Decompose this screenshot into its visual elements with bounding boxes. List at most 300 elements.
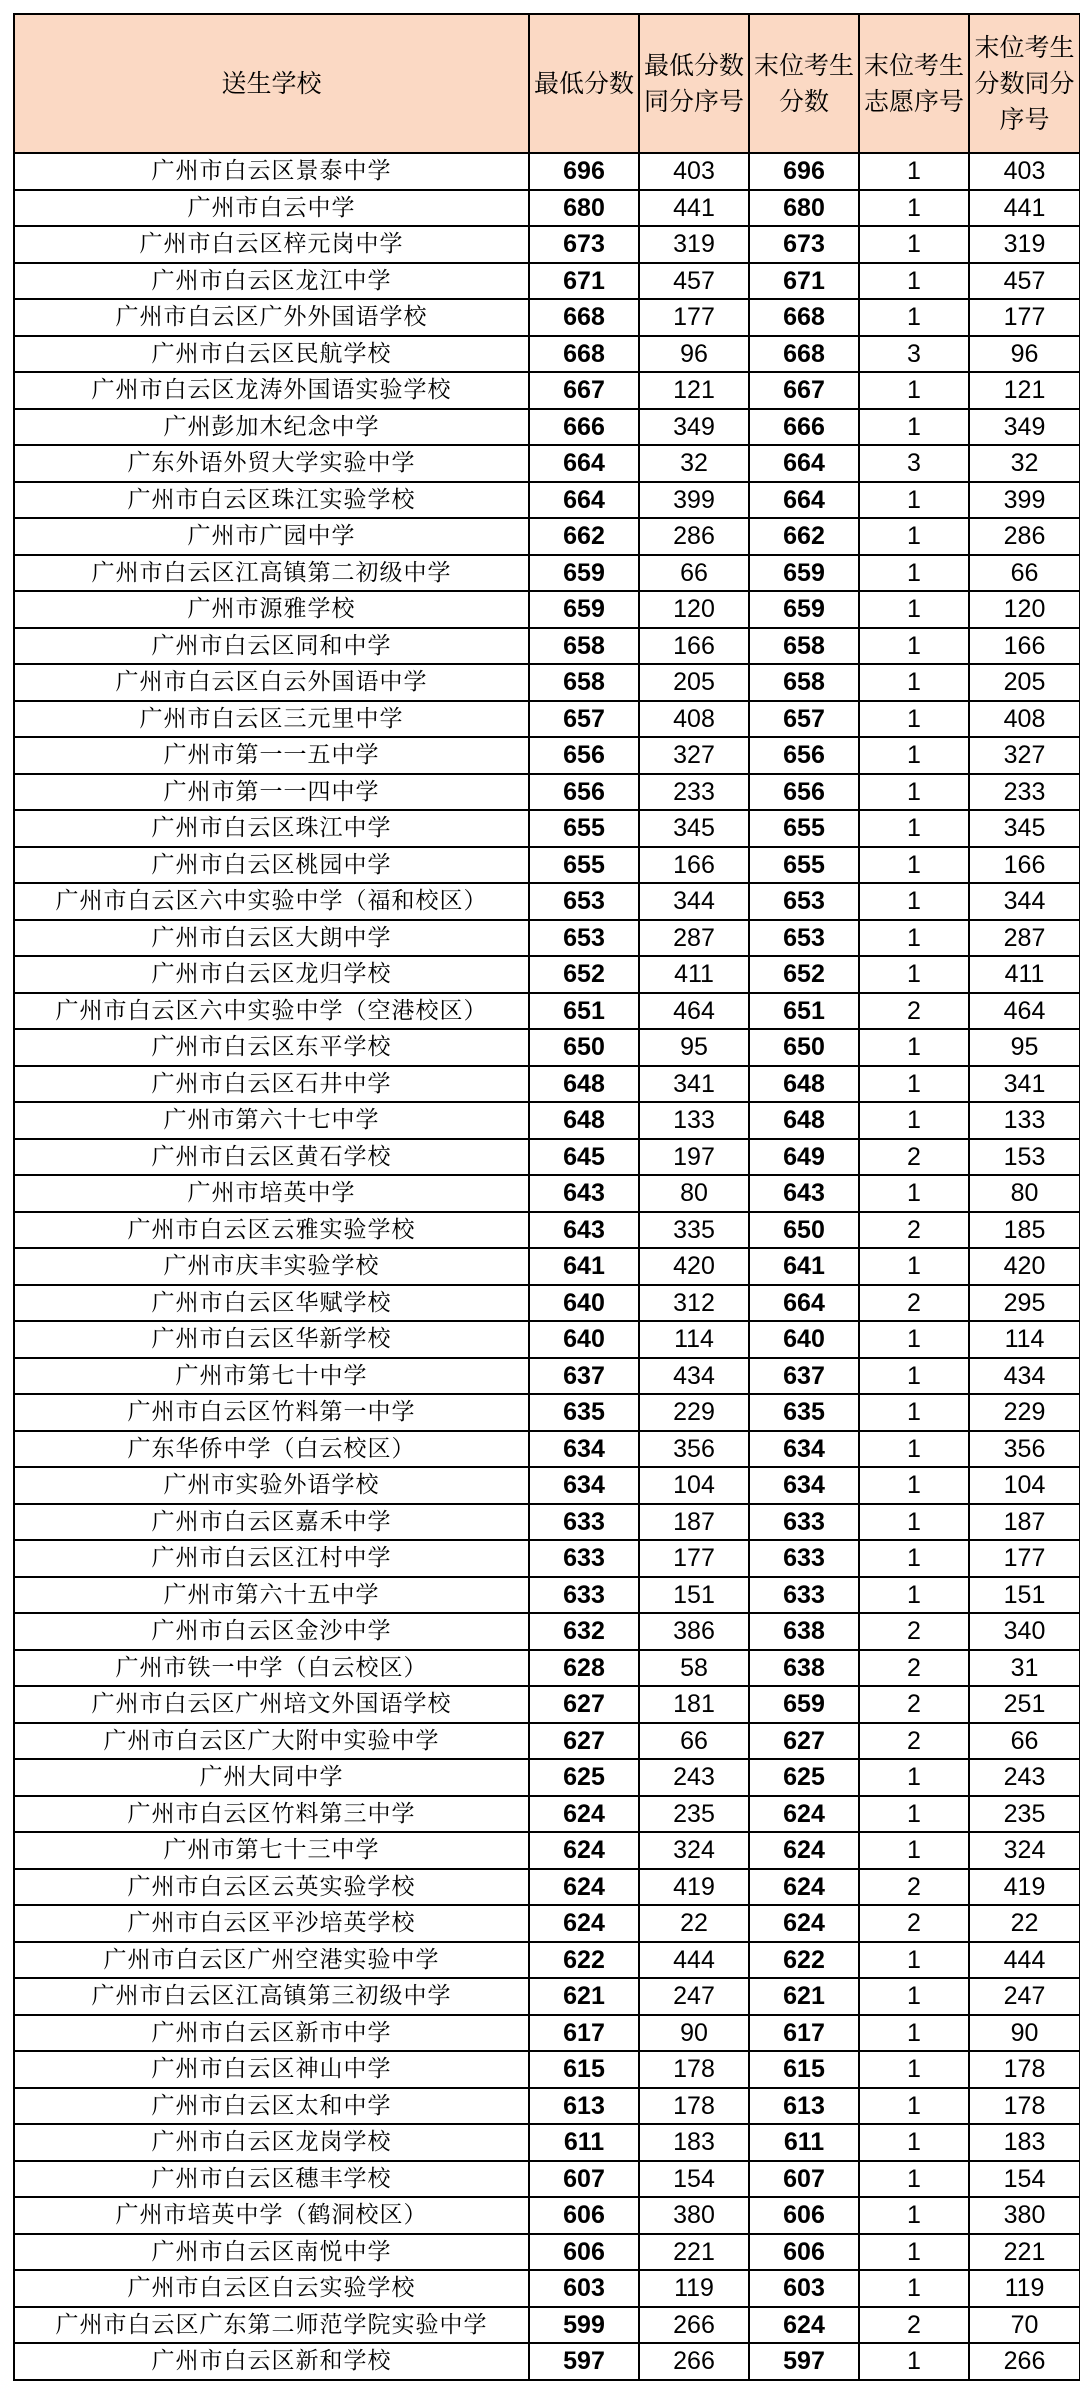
cell-school: 广州市白云区梓元岗中学 — [14, 226, 529, 263]
cell-last-choice: 1 — [859, 2051, 969, 2088]
cell-last-score: 650 — [749, 1029, 859, 1066]
cell-last-rank: 32 — [969, 445, 1080, 482]
cell-min-score: 633 — [529, 1577, 639, 1614]
cell-min-score: 603 — [529, 2270, 639, 2307]
cell-last-choice: 1 — [859, 1540, 969, 1577]
cell-min-score: 641 — [529, 1248, 639, 1285]
cell-last-rank: 178 — [969, 2051, 1080, 2088]
cell-min-rank: 114 — [639, 1321, 749, 1358]
cell-school: 广州市白云区新市中学 — [14, 2015, 529, 2052]
cell-last-score: 664 — [749, 1285, 859, 1322]
cell-last-choice: 1 — [859, 774, 969, 811]
cell-last-choice: 1 — [859, 1431, 969, 1468]
table-row — [14, 1869, 1080, 1906]
table-row — [14, 1467, 1080, 1504]
cell-min-score: 657 — [529, 701, 639, 738]
cell-school: 广州市白云区新和学校 — [14, 2343, 529, 2380]
cell-last-rank: 243 — [969, 1759, 1080, 1796]
cell-min-rank: 121 — [639, 372, 749, 409]
cell-last-choice: 1 — [859, 263, 969, 300]
table-row — [14, 1358, 1080, 1395]
cell-last-choice: 2 — [859, 1686, 969, 1723]
cell-min-rank: 335 — [639, 1212, 749, 1249]
table-row — [14, 1686, 1080, 1723]
cell-last-rank: 441 — [969, 190, 1080, 227]
cell-last-rank: 104 — [969, 1467, 1080, 1504]
cell-min-score: 637 — [529, 1358, 639, 1395]
cell-min-rank: 166 — [639, 847, 749, 884]
cell-last-rank: 251 — [969, 1686, 1080, 1723]
cell-school: 广州市培英中学 — [14, 1175, 529, 1212]
cell-last-choice: 1 — [859, 1394, 969, 1431]
cell-min-rank: 187 — [639, 1504, 749, 1541]
cell-min-score: 624 — [529, 1796, 639, 1833]
cell-school: 广州市白云区广东第二师范学院实验中学 — [14, 2307, 529, 2344]
cell-min-rank: 177 — [639, 1540, 749, 1577]
cell-last-rank: 70 — [969, 2307, 1080, 2344]
cell-last-score: 634 — [749, 1431, 859, 1468]
cell-last-choice: 1 — [859, 701, 969, 738]
cell-last-choice: 1 — [859, 1321, 969, 1358]
cell-last-score: 633 — [749, 1540, 859, 1577]
table-row — [14, 2015, 1080, 2052]
cell-last-rank: 114 — [969, 1321, 1080, 1358]
cell-last-choice: 1 — [859, 1467, 969, 1504]
cell-last-choice: 1 — [859, 299, 969, 336]
cell-last-choice: 2 — [859, 1905, 969, 1942]
cell-last-score: 664 — [749, 445, 859, 482]
cell-last-rank: 119 — [969, 2270, 1080, 2307]
cell-last-rank: 178 — [969, 2088, 1080, 2125]
cell-last-score: 658 — [749, 628, 859, 665]
cell-min-rank: 420 — [639, 1248, 749, 1285]
table-row — [14, 372, 1080, 409]
cell-min-rank: 434 — [639, 1358, 749, 1395]
cell-last-choice: 3 — [859, 336, 969, 373]
cell-school: 广州市白云区云雅实验学校 — [14, 1212, 529, 1249]
table-row — [14, 2051, 1080, 2088]
cell-last-rank: 66 — [969, 1723, 1080, 1760]
table-row — [14, 299, 1080, 336]
table-row — [14, 263, 1080, 300]
cell-last-rank: 90 — [969, 2015, 1080, 2052]
cell-school: 广州市白云区广州培文外国语学校 — [14, 1686, 529, 1723]
cell-last-score: 607 — [749, 2161, 859, 2198]
cell-min-score: 640 — [529, 1285, 639, 1322]
cell-last-rank: 419 — [969, 1869, 1080, 1906]
cell-min-rank: 287 — [639, 920, 749, 957]
table-row — [14, 1066, 1080, 1103]
cell-min-score: 680 — [529, 190, 639, 227]
cell-school: 广州市第一一五中学 — [14, 737, 529, 774]
cell-last-choice: 2 — [859, 1285, 969, 1322]
table-row — [14, 1832, 1080, 1869]
cell-last-choice: 2 — [859, 1613, 969, 1650]
cell-last-rank: 80 — [969, 1175, 1080, 1212]
cell-last-score: 634 — [749, 1467, 859, 1504]
cell-last-rank: 287 — [969, 920, 1080, 957]
cell-last-choice: 1 — [859, 2343, 969, 2380]
cell-school: 广州市白云区嘉禾中学 — [14, 1504, 529, 1541]
table-row — [14, 1504, 1080, 1541]
cell-school: 广州市白云区黄石学校 — [14, 1139, 529, 1176]
cell-min-score: 658 — [529, 628, 639, 665]
cell-min-rank: 243 — [639, 1759, 749, 1796]
cell-last-rank: 233 — [969, 774, 1080, 811]
cell-last-choice: 1 — [859, 409, 969, 446]
cell-min-score: 651 — [529, 993, 639, 1030]
cell-last-choice: 1 — [859, 2197, 969, 2234]
table-row — [14, 2234, 1080, 2271]
cell-last-score: 657 — [749, 701, 859, 738]
cell-min-score: 615 — [529, 2051, 639, 2088]
cell-last-rank: 327 — [969, 737, 1080, 774]
cell-last-score: 667 — [749, 372, 859, 409]
cell-school: 广州市白云区白云实验学校 — [14, 2270, 529, 2307]
cell-school: 广州市培英中学（鹤洞校区） — [14, 2197, 529, 2234]
cell-last-rank: 295 — [969, 1285, 1080, 1322]
cell-min-score: 666 — [529, 409, 639, 446]
cell-min-score: 656 — [529, 737, 639, 774]
table-row — [14, 664, 1080, 701]
table-row — [14, 1029, 1080, 1066]
cell-min-rank: 178 — [639, 2051, 749, 2088]
cell-min-score: 662 — [529, 518, 639, 555]
table-row — [14, 518, 1080, 555]
header-row — [14, 14, 1080, 153]
cell-min-rank: 80 — [639, 1175, 749, 1212]
cell-last-score: 696 — [749, 153, 859, 190]
cell-school: 广州市第六十七中学 — [14, 1102, 529, 1139]
cell-last-choice: 2 — [859, 1869, 969, 1906]
cell-school: 广州市白云区龙江中学 — [14, 263, 529, 300]
table-row — [14, 445, 1080, 482]
cell-min-rank: 197 — [639, 1139, 749, 1176]
cell-last-rank: 120 — [969, 591, 1080, 628]
table-row — [14, 2161, 1080, 2198]
cell-min-rank: 178 — [639, 2088, 749, 2125]
cell-last-choice: 1 — [859, 883, 969, 920]
table-row — [14, 1139, 1080, 1176]
cell-school: 广州市第六十五中学 — [14, 1577, 529, 1614]
cell-min-rank: 183 — [639, 2124, 749, 2161]
cell-last-score: 640 — [749, 1321, 859, 1358]
table-row — [14, 810, 1080, 847]
table-row — [14, 1650, 1080, 1687]
cell-last-rank: 356 — [969, 1431, 1080, 1468]
cell-school: 广州市白云区广大附中实验中学 — [14, 1723, 529, 1760]
cell-min-score: 696 — [529, 153, 639, 190]
cell-min-rank: 90 — [639, 2015, 749, 2052]
cell-min-rank: 221 — [639, 2234, 749, 2271]
cell-min-score: 671 — [529, 263, 639, 300]
cell-last-rank: 22 — [969, 1905, 1080, 1942]
cell-last-score: 666 — [749, 409, 859, 446]
cell-last-score: 671 — [749, 263, 859, 300]
cell-min-score: 648 — [529, 1066, 639, 1103]
cell-school: 广东外语外贸大学实验中学 — [14, 445, 529, 482]
cell-last-score: 611 — [749, 2124, 859, 2161]
table-row — [14, 190, 1080, 227]
cell-last-score: 648 — [749, 1102, 859, 1139]
cell-school: 广州市白云区六中实验中学（福和校区） — [14, 883, 529, 920]
cell-last-score: 613 — [749, 2088, 859, 2125]
cell-school: 广州市第一一四中学 — [14, 774, 529, 811]
cell-school: 广州市白云区白云外国语中学 — [14, 664, 529, 701]
cell-last-score: 624 — [749, 2307, 859, 2344]
cell-last-score: 617 — [749, 2015, 859, 2052]
cell-last-choice: 2 — [859, 1212, 969, 1249]
cell-last-score: 653 — [749, 883, 859, 920]
cell-min-rank: 177 — [639, 299, 749, 336]
cell-last-choice: 1 — [859, 190, 969, 227]
cell-min-score: 633 — [529, 1540, 639, 1577]
cell-last-rank: 221 — [969, 2234, 1080, 2271]
cell-last-rank: 66 — [969, 555, 1080, 592]
cell-min-rank: 205 — [639, 664, 749, 701]
cell-last-rank: 403 — [969, 153, 1080, 190]
cell-last-rank: 444 — [969, 1942, 1080, 1979]
cell-school: 广州市源雅学校 — [14, 591, 529, 628]
cell-min-rank: 229 — [639, 1394, 749, 1431]
cell-last-rank: 31 — [969, 1650, 1080, 1687]
cell-last-score: 658 — [749, 664, 859, 701]
cell-min-score: 624 — [529, 1905, 639, 1942]
cell-school: 广州市庆丰实验学校 — [14, 1248, 529, 1285]
cell-last-score: 655 — [749, 847, 859, 884]
cell-min-score: 655 — [529, 847, 639, 884]
cell-last-rank: 434 — [969, 1358, 1080, 1395]
cell-last-choice: 1 — [859, 1504, 969, 1541]
header-min-score: 最低分数 — [529, 14, 639, 153]
table-row — [14, 2088, 1080, 2125]
cell-last-score: 659 — [749, 591, 859, 628]
cell-last-rank: 151 — [969, 1577, 1080, 1614]
cell-min-rank: 403 — [639, 153, 749, 190]
cell-min-rank: 104 — [639, 1467, 749, 1504]
cell-min-rank: 66 — [639, 555, 749, 592]
table-body — [14, 153, 1080, 2380]
cell-school: 广州市白云区神山中学 — [14, 2051, 529, 2088]
cell-school: 广州市白云区华赋学校 — [14, 1285, 529, 1322]
cell-last-choice: 1 — [859, 847, 969, 884]
cell-last-score: 673 — [749, 226, 859, 263]
cell-last-score: 649 — [749, 1139, 859, 1176]
cell-school: 广州市白云区石井中学 — [14, 1066, 529, 1103]
cell-last-rank: 411 — [969, 956, 1080, 993]
table-row — [14, 1248, 1080, 1285]
cell-last-choice: 1 — [859, 1066, 969, 1103]
cell-last-score: 659 — [749, 555, 859, 592]
cell-min-score: 640 — [529, 1321, 639, 1358]
cell-school: 广州市白云区竹料第一中学 — [14, 1394, 529, 1431]
cell-last-score: 635 — [749, 1394, 859, 1431]
cell-min-rank: 95 — [639, 1029, 749, 1066]
table-row — [14, 920, 1080, 957]
cell-last-score: 624 — [749, 1869, 859, 1906]
cell-last-rank: 166 — [969, 628, 1080, 665]
cell-min-rank: 266 — [639, 2343, 749, 2380]
cell-school: 广州市铁一中学（白云校区） — [14, 1650, 529, 1687]
cell-last-score: 643 — [749, 1175, 859, 1212]
cell-school: 广州市白云区珠江中学 — [14, 810, 529, 847]
cell-min-score: 627 — [529, 1723, 639, 1760]
cell-last-score: 633 — [749, 1504, 859, 1541]
cell-min-rank: 349 — [639, 409, 749, 446]
cell-min-score: 635 — [529, 1394, 639, 1431]
header-school: 送生学校 — [14, 14, 529, 153]
cell-min-score: 634 — [529, 1431, 639, 1468]
cell-last-score: 624 — [749, 1832, 859, 1869]
table-row — [14, 1613, 1080, 1650]
cell-last-score: 603 — [749, 2270, 859, 2307]
cell-last-score: 622 — [749, 1942, 859, 1979]
cell-last-choice: 1 — [859, 1832, 969, 1869]
cell-min-rank: 66 — [639, 1723, 749, 1760]
cell-last-rank: 344 — [969, 883, 1080, 920]
header-last-rank: 末位考生分数同分序号 — [969, 14, 1080, 153]
cell-last-rank: 266 — [969, 2343, 1080, 2380]
cell-last-choice: 2 — [859, 1650, 969, 1687]
cell-min-rank: 120 — [639, 591, 749, 628]
cell-last-choice: 2 — [859, 1139, 969, 1176]
cell-last-choice: 1 — [859, 2088, 969, 2125]
cell-min-score: 606 — [529, 2197, 639, 2234]
cell-min-rank: 441 — [639, 190, 749, 227]
cell-min-rank: 411 — [639, 956, 749, 993]
cell-last-choice: 1 — [859, 2270, 969, 2307]
cell-last-choice: 2 — [859, 993, 969, 1030]
cell-school: 广州市白云区景泰中学 — [14, 153, 529, 190]
table-row — [14, 2197, 1080, 2234]
cell-school: 广州市白云区广州空港实验中学 — [14, 1942, 529, 1979]
table-row — [14, 701, 1080, 738]
cell-last-choice: 1 — [859, 1248, 969, 1285]
table-row — [14, 409, 1080, 446]
cell-last-choice: 1 — [859, 2015, 969, 2052]
cell-min-score: 643 — [529, 1212, 639, 1249]
cell-min-rank: 58 — [639, 1650, 749, 1687]
cell-school: 广州市白云区桃园中学 — [14, 847, 529, 884]
cell-min-score: 613 — [529, 2088, 639, 2125]
cell-min-score: 606 — [529, 2234, 639, 2271]
cell-last-rank: 183 — [969, 2124, 1080, 2161]
table-row — [14, 628, 1080, 665]
cell-school: 广州市白云区云英实验学校 — [14, 1869, 529, 1906]
cell-last-choice: 1 — [859, 920, 969, 957]
cell-min-rank: 166 — [639, 628, 749, 665]
cell-school: 广州市白云区竹料第三中学 — [14, 1796, 529, 1833]
cell-last-score: 606 — [749, 2234, 859, 2271]
cell-last-rank: 177 — [969, 299, 1080, 336]
cell-school: 广州市白云中学 — [14, 190, 529, 227]
cell-last-rank: 319 — [969, 226, 1080, 263]
cell-min-score: 650 — [529, 1029, 639, 1066]
cell-min-score: 656 — [529, 774, 639, 811]
cell-min-score: 625 — [529, 1759, 639, 1796]
cell-min-rank: 133 — [639, 1102, 749, 1139]
cell-min-score: 621 — [529, 1978, 639, 2015]
cell-school: 广州市白云区华新学校 — [14, 1321, 529, 1358]
cell-last-score: 638 — [749, 1613, 859, 1650]
cell-min-rank: 235 — [639, 1796, 749, 1833]
cell-last-rank: 457 — [969, 263, 1080, 300]
table-row — [14, 1796, 1080, 1833]
cell-min-rank: 356 — [639, 1431, 749, 1468]
cell-min-score: 632 — [529, 1613, 639, 1650]
cell-min-rank: 444 — [639, 1942, 749, 1979]
cell-min-score: 634 — [529, 1467, 639, 1504]
cell-last-rank: 464 — [969, 993, 1080, 1030]
cell-school: 广州市白云区江高镇第二初级中学 — [14, 555, 529, 592]
table-row — [14, 993, 1080, 1030]
header-last-choice: 末位考生志愿序号 — [859, 14, 969, 153]
cell-school: 广州市实验外语学校 — [14, 1467, 529, 1504]
cell-min-score: 643 — [529, 1175, 639, 1212]
cell-min-score: 599 — [529, 2307, 639, 2344]
table-row — [14, 555, 1080, 592]
table-row — [14, 2270, 1080, 2307]
cell-min-rank: 32 — [639, 445, 749, 482]
cell-min-score: 628 — [529, 1650, 639, 1687]
cell-school: 广州市白云区江村中学 — [14, 1540, 529, 1577]
cell-last-rank: 177 — [969, 1540, 1080, 1577]
cell-min-rank: 233 — [639, 774, 749, 811]
cell-min-score: 645 — [529, 1139, 639, 1176]
cell-last-score: 621 — [749, 1978, 859, 2015]
cell-min-rank: 344 — [639, 883, 749, 920]
table-row — [14, 1431, 1080, 1468]
cell-school: 广州市第七十三中学 — [14, 1832, 529, 1869]
cell-last-rank: 408 — [969, 701, 1080, 738]
cell-last-score: 655 — [749, 810, 859, 847]
cell-last-choice: 1 — [859, 372, 969, 409]
table-row — [14, 2307, 1080, 2344]
cell-last-score: 652 — [749, 956, 859, 993]
table-row — [14, 1942, 1080, 1979]
cell-last-rank: 133 — [969, 1102, 1080, 1139]
cell-min-rank: 181 — [639, 1686, 749, 1723]
cell-min-rank: 399 — [639, 482, 749, 519]
table-row — [14, 1212, 1080, 1249]
table-row — [14, 956, 1080, 993]
cell-last-rank: 154 — [969, 2161, 1080, 2198]
table-row — [14, 1905, 1080, 1942]
cell-min-rank: 154 — [639, 2161, 749, 2198]
cell-min-rank: 386 — [639, 1613, 749, 1650]
cell-min-score: 607 — [529, 2161, 639, 2198]
header-min-rank: 最低分数同分序号 — [639, 14, 749, 153]
cell-school: 广东华侨中学（白云校区） — [14, 1431, 529, 1468]
cell-last-score: 624 — [749, 1905, 859, 1942]
table-row — [14, 1759, 1080, 1796]
cell-last-score: 597 — [749, 2343, 859, 2380]
cell-min-score: 622 — [529, 1942, 639, 1979]
table-row — [14, 226, 1080, 263]
cell-min-score: 652 — [529, 956, 639, 993]
cell-min-rank: 345 — [639, 810, 749, 847]
cell-last-choice: 1 — [859, 2234, 969, 2271]
cell-school: 广州市广园中学 — [14, 518, 529, 555]
cell-min-score: 659 — [529, 591, 639, 628]
cell-last-rank: 399 — [969, 482, 1080, 519]
cell-min-rank: 419 — [639, 1869, 749, 1906]
cell-last-choice: 1 — [859, 591, 969, 628]
cell-last-rank: 205 — [969, 664, 1080, 701]
cell-school: 广州市白云区同和中学 — [14, 628, 529, 665]
cell-school: 广州市白云区龙岗学校 — [14, 2124, 529, 2161]
cell-min-rank: 22 — [639, 1905, 749, 1942]
